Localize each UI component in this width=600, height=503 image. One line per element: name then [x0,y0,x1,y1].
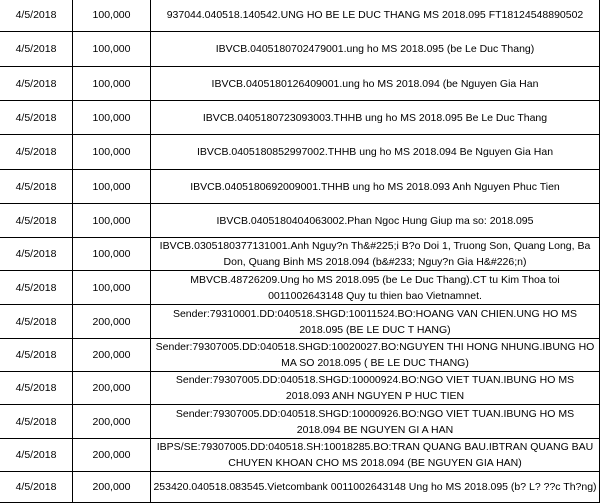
table-row [0,439,600,472]
date-cell: 4/5/2018 [0,101,73,135]
table-row [0,339,600,372]
table-row [0,305,600,339]
table-row [0,135,600,170]
amount-cell: 200,000 [73,305,151,339]
table-row [0,32,600,67]
description-cell: IBVCB.0405180126409001.ung ho MS 2018.094 (be Nguyen Gia Han [151,67,600,101]
date-cell: 4/5/2018 [0,238,73,271]
amount-cell: 100,000 [73,0,151,32]
description-cell: IBVCB.0405180702479001.ung ho MS 2018.095 (be Le Duc Thang) [151,32,600,67]
table-row [0,204,600,238]
description-cell: IBVCB.0405180404063002.Phan Ngoc Hung Giup ma so: 2018.095 [151,204,600,238]
date-cell: 4/5/2018 [0,372,73,405]
amount-cell: 100,000 [73,170,151,204]
amount-cell: 200,000 [73,439,151,472]
amount-cell: 100,000 [73,32,151,67]
amount-cell: 100,000 [73,271,151,305]
amount-cell: 100,000 [73,67,151,101]
amount-cell: 100,000 [73,101,151,135]
date-cell: 4/5/2018 [0,0,73,32]
description-cell: 253420.040518.083545.Vietcombank 0011002643148 Ung ho MS 2018.095 (b? L? ??c Th?ng) [151,472,600,503]
date-cell: 4/5/2018 [0,439,73,472]
table-row [0,238,600,271]
amount-cell: 100,000 [73,204,151,238]
description-cell: Sender:79307005.DD:040518.SHGD:10020027.BO:NGUYEN THI HONG NHUNG.IBUNG HO MA SO 2018.095 ( BE LE DUC THANG) [151,339,600,372]
description-cell: IBVCB.0405180852997002.THHB ung ho MS 2018.094 Be Nguyen Gia Han [151,135,600,170]
table-row [0,372,600,405]
date-cell: 4/5/2018 [0,170,73,204]
amount-cell: 100,000 [73,238,151,271]
amount-cell: 200,000 [73,472,151,503]
description-cell: Sender:79310001.DD:040518.SHGD:10011524.BO:HOANG VAN CHIEN.UNG HO MS 2018.095 (BE LE DUC T HANG) [151,305,600,339]
description-cell: MBVCB.48726209.Ung ho MS 2018.095 (be Le Duc Thang).CT tu Kim Thoa toi 0011002643148 Quy tu thien bao Vietnamnet. [151,271,600,305]
description-cell: Sender:79307005.DD:040518.SHGD:10000924.BO:NGO VIET TUAN.IBUNG HO MS 2018.093 ANH NGUYEN P HUC TIEN [151,372,600,405]
description-cell: IBVCB.0305180377131001.Anh Nguy?n Th&#225;i B?o Doi 1, Truong Son, Quang Long, Ba Don, Quang Binh MS 2018.094 (b&#233; Nguy?n Gia H&#226;n) [151,238,600,271]
description-cell: Sender:79307005.DD:040518.SHGD:10000926.BO:NGO VIET TUAN.IBUNG HO MS 2018.094 BE NGUYEN GI A HAN [151,405,600,439]
table-row [0,67,600,101]
date-cell: 4/5/2018 [0,405,73,439]
amount-cell: 200,000 [73,372,151,405]
date-cell: 4/5/2018 [0,67,73,101]
date-cell: 4/5/2018 [0,271,73,305]
table-row [0,472,600,503]
table-row [0,405,600,439]
amount-cell: 100,000 [73,135,151,170]
date-cell: 4/5/2018 [0,472,73,503]
description-cell: IBVCB.0405180723093003.THHB ung ho MS 2018.095 Be Le Duc Thang [151,101,600,135]
table-row [0,170,600,204]
table-row [0,101,600,135]
table-row [0,0,600,32]
date-cell: 4/5/2018 [0,305,73,339]
amount-cell: 200,000 [73,405,151,439]
amount-cell: 200,000 [73,339,151,372]
table-row [0,271,600,305]
description-cell: IBVCB.0405180692009001.THHB ung ho MS 2018.093 Anh Nguyen Phuc Tien [151,170,600,204]
date-cell: 4/5/2018 [0,339,73,372]
date-cell: 4/5/2018 [0,32,73,67]
description-cell: IBPS/SE:79307005.DD:040518.SH:10018285.BO:TRAN QUANG BAU.IBTRAN QUANG BAU CHUYEN KHOAN CHO MS 2018.094 (BE NGUYEN GIA HAN) [151,439,600,472]
description-cell: 937044.040518.140542.UNG HO BE LE DUC THANG MS 2018.095 FT18124548890502 [151,0,600,32]
date-cell: 4/5/2018 [0,135,73,170]
date-cell: 4/5/2018 [0,204,73,238]
